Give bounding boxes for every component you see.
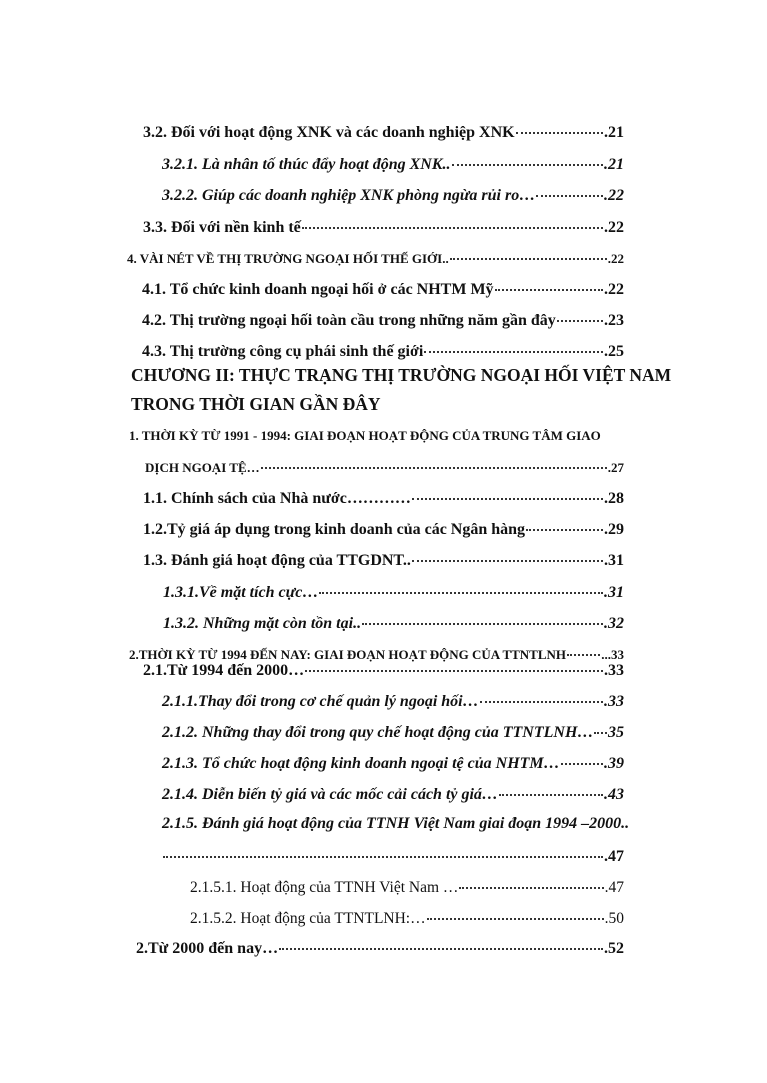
toc-entry bbox=[143, 518, 624, 540]
dot-leader bbox=[302, 213, 603, 229]
toc-entry bbox=[162, 721, 624, 743]
toc-entry-page: .22 bbox=[607, 251, 624, 266]
toc-entry bbox=[142, 340, 624, 362]
toc-entry bbox=[143, 659, 624, 681]
toc-entry bbox=[163, 612, 624, 634]
toc-entry-page: .28 bbox=[604, 490, 624, 507]
dot-leader bbox=[305, 656, 603, 672]
toc-entry bbox=[162, 184, 624, 206]
toc-entry bbox=[142, 278, 624, 300]
toc-entry-title: 1.3.2. Những mặt còn tồn tại.. bbox=[163, 615, 362, 632]
toc-entry bbox=[136, 937, 624, 959]
toc-entry bbox=[163, 581, 624, 603]
toc-entry-page: .33 bbox=[604, 693, 624, 710]
toc-entry-page: .32 bbox=[604, 615, 624, 632]
toc-entry-title: 4.1. Tổ chức kinh doanh ngoại hối ở các NHTM Mỹ bbox=[142, 281, 494, 298]
toc-entry bbox=[143, 121, 624, 143]
toc-entry-page: 35 bbox=[608, 724, 624, 741]
toc-entry-page: .22 bbox=[604, 281, 624, 298]
toc-entry-page: .21 bbox=[604, 156, 624, 173]
toc-entry bbox=[127, 247, 624, 269]
dot-leader bbox=[452, 150, 604, 166]
toc-entry-page: .21 bbox=[604, 124, 624, 141]
toc-entry-page: .23 bbox=[604, 312, 624, 329]
toc-entry-title: 2.THỜI KỲ TỪ 1994 ĐẾN NAY: GIAI ĐOẠN HOẠT ĐỘNG CỦA TTNTLNH bbox=[129, 647, 567, 662]
toc-entry-page: .39 bbox=[604, 755, 624, 772]
dot-leader bbox=[594, 718, 607, 734]
toc-entry bbox=[162, 814, 629, 834]
dot-leader bbox=[499, 780, 603, 796]
toc-entry bbox=[190, 907, 624, 929]
toc-entry-title: 1.3.1.Về mặt tích cực… bbox=[163, 584, 319, 601]
toc-entry-title: 3.2.1. Là nhân tố thúc đẩy hoạt động XNK.. bbox=[162, 156, 451, 173]
toc-entry-page: .27 bbox=[607, 460, 624, 475]
toc-entry bbox=[162, 752, 624, 774]
dot-leader bbox=[450, 244, 607, 260]
toc-entry-title: 4.2. Thị trường ngoại hối toàn cầu trong những năm gần đây bbox=[142, 312, 556, 329]
dot-leader bbox=[279, 934, 603, 950]
toc-entry-title: 2.1.Từ 1994 đến 2000… bbox=[143, 662, 305, 679]
toc-entry-title: 2.1.5. Đánh giá hoạt động của TTNH Việt Nam giai đoạn 1994 –2000.. bbox=[162, 815, 630, 832]
dot-leader bbox=[459, 873, 603, 889]
dot-leader bbox=[163, 842, 603, 858]
toc-entry bbox=[145, 456, 624, 478]
toc-entry bbox=[190, 876, 624, 898]
toc-entry-page: ...33 bbox=[601, 647, 624, 662]
toc-entry bbox=[142, 309, 624, 331]
dot-leader bbox=[567, 640, 600, 656]
toc-entry-title: 2.Từ 2000 đến nay… bbox=[136, 940, 279, 957]
toc-entry bbox=[143, 487, 624, 509]
toc-entry-page: .52 bbox=[604, 940, 624, 957]
toc-entry-title: TRONG THỜI GIAN GẦN ĐÂY bbox=[131, 394, 381, 414]
dot-leader bbox=[362, 609, 603, 625]
dot-leader bbox=[412, 484, 603, 500]
toc-entry bbox=[131, 365, 671, 385]
toc-entry bbox=[131, 394, 381, 414]
toc-entry-page: .43 bbox=[604, 786, 624, 803]
dot-leader bbox=[536, 181, 603, 197]
toc-entry-title: 3.2. Đối với hoạt động XNK và các doanh nghiệp XNK bbox=[143, 124, 515, 141]
dot-leader bbox=[412, 546, 603, 562]
toc-entry-title: 2.1.5.1. Hoạt động của TTNH Việt Nam … bbox=[190, 879, 459, 896]
toc-entry-page: .33 bbox=[604, 662, 624, 679]
toc-entry-page: .47 bbox=[604, 879, 624, 896]
toc-entry-title: 2.1.1.Thay đổi trong cơ chế quản lý ngoại hối… bbox=[162, 693, 479, 710]
toc-entry-title: 3.2.2. Giúp các doanh nghiệp XNK phòng ngừa rủi ro… bbox=[162, 187, 536, 204]
toc-entry-title: 1. THỜI KỲ TỪ 1991 - 1994: GIAI ĐOẠN HOẠT ĐỘNG CỦA TRUNG TÂM GIAO bbox=[129, 428, 601, 443]
toc-entry-page: .22 bbox=[604, 219, 624, 236]
toc-entry-page: .31 bbox=[604, 584, 624, 601]
toc-entry bbox=[143, 216, 624, 238]
toc-entry-title: 1.1. Chính sách của Nhà nước………… bbox=[143, 490, 411, 507]
toc-entry bbox=[129, 426, 601, 446]
dot-leader bbox=[424, 337, 603, 353]
toc-entry-title: 1.2.Tỷ giá áp dụng trong kinh doanh của các Ngân hàng bbox=[143, 521, 526, 538]
toc-entry-title: 1.3. Đánh giá hoạt động của TTGDNT.. bbox=[143, 552, 411, 569]
dot-leader bbox=[319, 578, 603, 594]
dot-leader bbox=[516, 118, 603, 134]
toc-entry-page: .25 bbox=[604, 343, 624, 360]
toc-entry bbox=[162, 845, 624, 867]
toc-entry-title: 2.1.3. Tổ chức hoạt động kinh doanh ngoại tệ của NHTM… bbox=[162, 755, 560, 772]
dot-leader bbox=[261, 453, 607, 469]
toc-entry-page: .50 bbox=[604, 910, 624, 927]
toc-entry bbox=[162, 690, 624, 712]
toc-entry bbox=[162, 783, 624, 805]
toc-entry-page: .22 bbox=[604, 187, 624, 204]
dot-leader bbox=[526, 515, 603, 531]
toc-entry-page: .29 bbox=[604, 521, 624, 538]
toc-entry-title: 2.1.5.2. Hoạt động của TTNTLNH:… bbox=[190, 910, 426, 927]
toc-entry bbox=[162, 153, 624, 175]
dot-leader bbox=[561, 749, 603, 765]
dot-leader bbox=[427, 904, 604, 920]
toc-entry-title: 2.1.2. Những thay đổi trong quy chế hoạt động của TTNTLNH… bbox=[162, 724, 594, 741]
toc-entry-title: DỊCH NGOẠI TỆ… bbox=[145, 460, 260, 475]
toc-entry-title: CHƯƠNG II: THỰC TRẠNG THỊ TRƯỜNG NGOẠI HỐI VIỆT NAM bbox=[131, 365, 672, 385]
toc-entry-page: .31 bbox=[604, 552, 624, 569]
toc-entry bbox=[143, 549, 624, 571]
toc-entry-title: 3.3. Đối với nền kinh tế bbox=[143, 219, 301, 236]
dot-leader bbox=[480, 687, 603, 703]
toc-entry-page: .47 bbox=[604, 848, 624, 865]
toc-entry-title: 4.3. Thị trường công cụ phái sinh thế giới bbox=[142, 343, 424, 360]
toc-entry-title: 4. VÀI NÉT VỀ THỊ TRƯỜNG NGOẠI HỐI THẾ GIỚI.. bbox=[127, 251, 449, 266]
dot-leader bbox=[557, 306, 603, 322]
dot-leader bbox=[495, 275, 603, 291]
toc-entry-title: 2.1.4. Diễn biến tỷ giá và các mốc cải cách tỷ giá… bbox=[162, 786, 498, 803]
